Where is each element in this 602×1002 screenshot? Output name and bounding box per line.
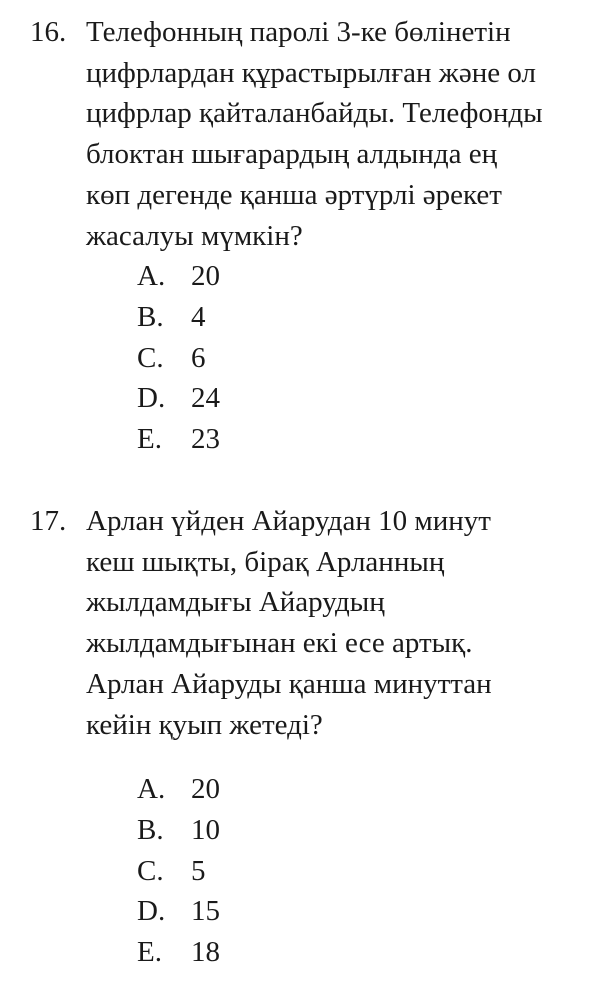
question-16 — [30, 12, 602, 460]
answer-option-b — [137, 810, 602, 851]
question-line: Арлан үйден Айарудан 10 минут — [86, 505, 491, 537]
question-line: жылдамдығы Айарудың — [86, 586, 385, 619]
answer-option-b — [137, 297, 602, 338]
option-value: 15 — [191, 895, 220, 928]
question-line: кеш шықты, бірақ Арланның — [86, 545, 445, 578]
option-value: 18 — [191, 935, 220, 968]
option-value: 24 — [191, 382, 220, 415]
question-line: блоктан шығарардың алдында ең — [86, 138, 498, 171]
option-value: 6 — [191, 341, 206, 374]
option-letter: D. — [137, 895, 166, 928]
question-line: Телефонның паролі 3-ке бөлінетін — [86, 16, 511, 48]
answer-option-a — [137, 769, 602, 810]
answer-option-e — [137, 932, 602, 973]
option-letter: E. — [137, 935, 162, 968]
question-line: цифрлар қайталанбайды. Телефонды — [86, 97, 543, 130]
question-line: Арлан Айаруды қанша минуттан — [86, 667, 492, 700]
option-value: 4 — [191, 300, 206, 333]
option-letter: C. — [137, 854, 164, 887]
option-letter: B. — [137, 813, 164, 846]
option-letter: A. — [137, 773, 166, 806]
question-line: жылдамдығынан екі есе артық. — [86, 627, 473, 660]
answer-option-d — [137, 891, 602, 932]
question-16-stem — [30, 12, 602, 256]
question-17 — [30, 501, 602, 973]
option-letter: D. — [137, 382, 166, 415]
question-line: цифрлардан құрастырылған және ол — [86, 56, 536, 89]
answer-options — [137, 769, 602, 972]
question-line: кейін қуып жетеді? — [86, 708, 323, 741]
answer-option-d — [137, 378, 602, 419]
option-letter: E. — [137, 422, 162, 455]
question-text — [86, 12, 602, 256]
option-value: 23 — [191, 422, 220, 455]
answer-option-c — [137, 338, 602, 379]
question-text — [86, 501, 602, 745]
option-letter: A. — [137, 260, 166, 293]
option-value: 5 — [191, 854, 206, 887]
option-value: 20 — [191, 773, 220, 806]
option-value: 20 — [191, 260, 220, 293]
question-line: жасалуы мүмкін? — [86, 219, 303, 252]
option-letter: C. — [137, 341, 164, 374]
answer-option-c — [137, 851, 602, 892]
answer-option-a — [137, 256, 602, 297]
answer-option-e — [137, 419, 602, 460]
answer-options — [137, 256, 602, 459]
question-line: көп дегенде қанша әртүрлі әрекет — [86, 178, 502, 211]
question-number: 16. — [30, 16, 67, 48]
question-number: 17. — [30, 505, 67, 537]
question-17-stem — [30, 501, 602, 745]
option-value: 10 — [191, 813, 220, 846]
option-letter: B. — [137, 300, 164, 333]
